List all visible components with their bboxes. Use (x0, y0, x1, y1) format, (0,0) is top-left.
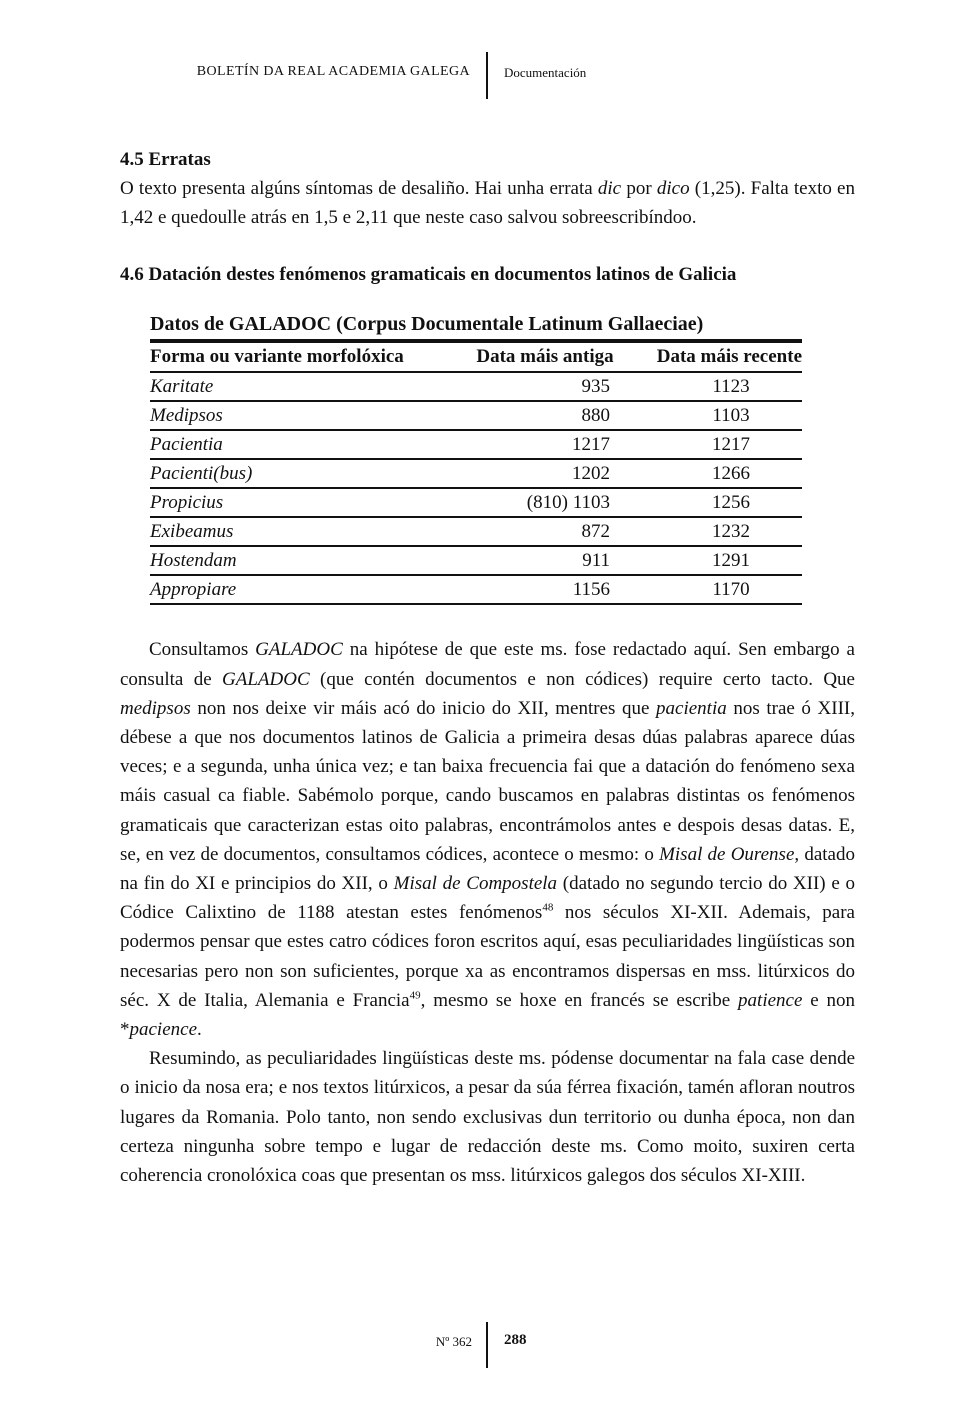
table-row (150, 488, 802, 517)
cell-form: Pacienti(bus) (150, 459, 450, 488)
galadoc-table (150, 311, 802, 605)
col-oldest-header: Data máis antiga (450, 342, 640, 372)
table-row (150, 430, 802, 459)
cell-oldest: 1217 (450, 430, 640, 459)
cell-oldest: 880 (450, 401, 640, 430)
page-body (120, 145, 855, 1190)
cell-oldest: (810) 1103 (450, 488, 640, 517)
section-4-5-text: O texto presenta algúns síntomas de desaliño. Hai unha errata dic por dico (1,25). Falta texto en 1,42 e quedoulle atrás en 1,5 e 2,11 que neste caso salvou sobreescribíndoo. (120, 178, 855, 229)
cell-newest: 1103 (640, 401, 802, 430)
header-divider (486, 52, 488, 99)
table-header-row (150, 342, 802, 372)
footnote-ref-49[interactable]: 49 (409, 989, 421, 1002)
table-row (150, 401, 802, 430)
cell-form: Propicius (150, 488, 450, 517)
cell-form: Exibeamus (150, 517, 450, 546)
cell-newest: 1170 (640, 575, 802, 604)
cell-form: Karitate (150, 372, 450, 401)
cell-newest: 1217 (640, 430, 802, 459)
section-name: Documentación (504, 65, 587, 80)
table-row (150, 546, 802, 575)
running-header (0, 50, 975, 100)
table-row (150, 517, 802, 546)
footer-divider (486, 1322, 488, 1368)
section-4-6-heading: 4.6 Datación destes fenómenos gramaticais en documentos latinos de Galicia (120, 264, 737, 286)
cell-newest: 1123 (640, 372, 802, 401)
cell-form: Medipsos (150, 401, 450, 430)
cell-oldest: 935 (450, 372, 640, 401)
table-row (150, 372, 802, 401)
journal-title: BOLETÍN DA REAL ACADEMIA GALEGA (196, 64, 470, 79)
cell-form: Hostendam (150, 546, 450, 575)
footnote-ref-48[interactable]: 48 (542, 901, 554, 914)
page-number: 288 (504, 1332, 527, 1348)
section-4-5-heading: 4.5 Erratas (120, 149, 211, 170)
cell-newest: 1256 (640, 488, 802, 517)
cell-oldest: 1202 (450, 459, 640, 488)
col-newest-header: Data máis recente (640, 342, 802, 372)
table-row (150, 459, 802, 488)
cell-form: Appropiare (150, 575, 450, 604)
cell-oldest: 911 (450, 546, 640, 575)
body-paragraph-1: Consultamos GALADOC na hipótese de que este ms. fose redactado aquí. Sen embargo a consulta de GALADOC (que contén documentos e non códices) require certo tacto. Que medipsos non nos deixe vir máis acó do inicio do XII, mentres que pacientia nos trae ó XIII, débese a que nos documentos latinos de Galicia a primeira desas dúas palabras aparece dúas veces; e a segunda, unha única vez; e tan baixa frecuencia fai que a datación do fenómeno sexa máis casual ca fiable. Sabémolo porque, cando buscamos en palabras distintas os fenómenos gramaticais que caracterizan estas oito palabras, encontrámolos antes e despois desas datas. E, se, en vez de documentos, consultamos códices, acontece o mesmo: o Misal de Ourense, datado na fin do XI e principios do XII, o Misal de Compostela (datado no segundo tercio do XII) e o Códice Calixtino de 1188 atestan estes fenómenos$^{48}$ nos séculos XI-XII. Ademais, para podermos pensar que estes catro códices foron escritos aquí, esas peculiaridades lingüísticas son necesarias pero non son suficientes, porque xa as encontramos dispersas en mss. litúrxicos do séc. X de Italia, Alemania e Francia$^{49}$, mesmo se hoxe en francés se escribe patience e non *pacience. (120, 639, 856, 1041)
cell-oldest: 872 (450, 517, 640, 546)
col-form-header: Forma ou variante morfolóxica (150, 342, 450, 372)
cell-oldest: 1156 (450, 575, 640, 604)
body-paragraph-2: Resumindo, as peculiaridades lingüísticas deste ms. pódense documentar na fala case dende o inicio da nosa era; e nos textos litúrxicos, a pesar da súa férrea fixación, tamén afloran noutros lugares da Romania. Polo tanto, non sendo exclusivas dun territorio ou dunha época, non dan certeza ningunha sobre tempo e lugar de redacción deste ms. Como moito, suxiren certa coherencia cronolóxica coas que presentan os mss. litúrxicos galegos dos séculos XI-XIII. (120, 1048, 855, 1187)
cell-newest: 1232 (640, 517, 802, 546)
running-footer (0, 1320, 975, 1370)
table-row (150, 575, 802, 604)
cell-newest: 1291 (640, 546, 802, 575)
table-caption: Datos de GALADOC (Corpus Documentale Latinum Gallaeciae) (150, 311, 802, 341)
cell-form: Pacientia (150, 430, 450, 459)
issue-number: Nº 362 (435, 1334, 472, 1349)
cell-newest: 1266 (640, 459, 802, 488)
